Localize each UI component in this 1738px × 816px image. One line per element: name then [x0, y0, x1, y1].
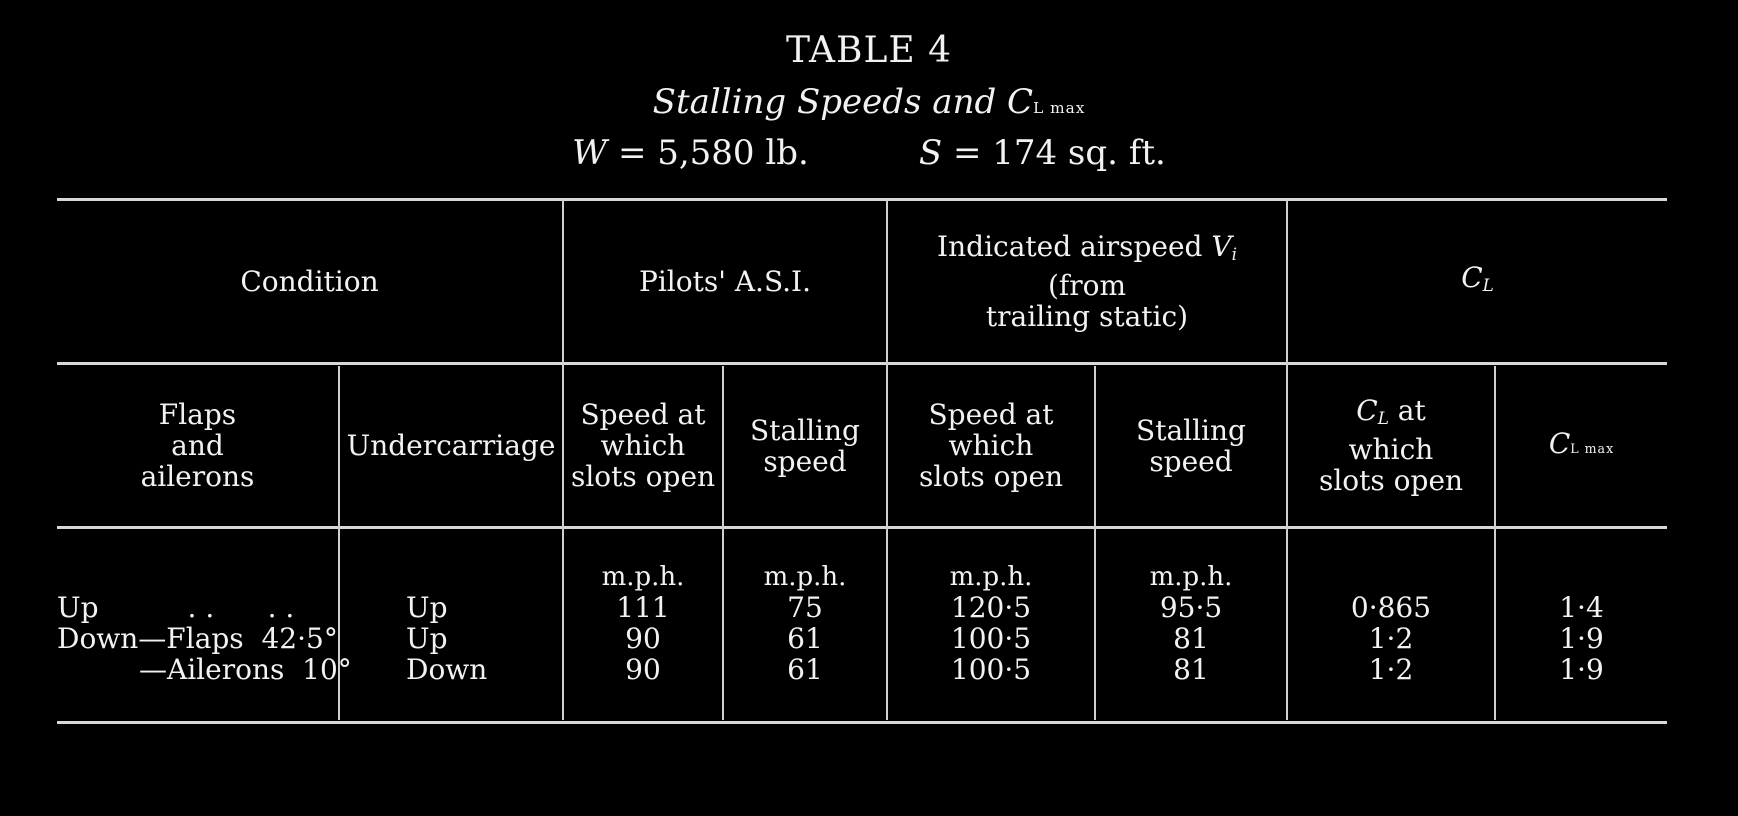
header-indicated-airspeed: Indicated airspeed Vi (from trailing static) [937, 229, 1237, 334]
weight-symbol: W [572, 133, 608, 173]
unit-ias-slots: m.p.h. [949, 562, 1033, 592]
subheader-cl-slots: CL at which slots open [1318, 393, 1464, 498]
subheader-cl-max: CL max [1548, 426, 1615, 460]
table-row-ias-slots: 100·5 [950, 653, 1032, 686]
subheader-flaps-ailerons: Flaps and ailerons [140, 398, 255, 493]
subheader-asi-stall: Stalling speed [750, 413, 860, 478]
table-row-asi-stall: 75 [787, 591, 823, 624]
table-row-ias-stall: 95·5 [1159, 591, 1223, 624]
table-row-asi-slots: 111 [616, 591, 670, 624]
unit-ias-stall: m.p.h. [1149, 562, 1233, 592]
table-row-undercarriage: Down [406, 653, 488, 686]
table-row-cl-slots: 0·865 [1350, 591, 1432, 624]
table-row-cl-max: 1·4 [1559, 591, 1604, 624]
subheader-undercarriage: Undercarriage [346, 429, 556, 462]
table-row-condition: —Ailerons 10° [139, 653, 352, 686]
subheader-asi-slots: Speed at which slots open [570, 398, 716, 493]
table-row-cl-max: 1·9 [1559, 622, 1604, 655]
table-row-ias-stall: 81 [1173, 653, 1209, 686]
table-row-cl-slots: 1·2 [1368, 653, 1414, 686]
table-row-ias-slots: 120·5 [950, 591, 1032, 624]
subheader-ias-slots: Speed at which slots open [918, 398, 1064, 493]
table-row-asi-slots: 90 [625, 622, 661, 655]
table-row-asi-slots: 90 [625, 653, 661, 686]
table-row-undercarriage: Up [406, 591, 448, 624]
table-parameters [0, 133, 1738, 173]
table-row-asi-stall: 61 [787, 622, 823, 655]
rule-bottom [57, 721, 1667, 724]
table-row-cl-slots: 1·2 [1368, 622, 1414, 655]
subheader-ias-stall: Stalling speed [1136, 413, 1246, 478]
table-row-ias-slots: 100·5 [950, 622, 1032, 655]
table-row-ias-stall: 81 [1173, 622, 1209, 655]
weight-value: = 5,580 lb. [617, 133, 809, 173]
rule-subheader [57, 526, 1667, 529]
table-row-condition: Down—Flaps 42·5° [57, 622, 338, 655]
header-condition: Condition [240, 265, 379, 298]
unit-asi-stall: m.p.h. [763, 562, 847, 592]
header-pilots-asi: Pilots' A.S.I. [639, 265, 811, 298]
table-row-undercarriage: Up [406, 622, 448, 655]
area-value: = 174 sq. ft. [952, 133, 1166, 173]
table-row-asi-stall: 61 [787, 653, 823, 686]
area-symbol: S [918, 133, 943, 173]
header-cl: CL [1461, 260, 1494, 296]
table-row-cl-max: 1·9 [1559, 653, 1604, 686]
unit-asi-slots: m.p.h. [601, 562, 685, 592]
table-title: TABLE 4 [785, 30, 953, 71]
table-subtitle: Stalling Speeds and CL max [652, 82, 1086, 122]
table-row-condition: Up . . . . [57, 591, 295, 624]
